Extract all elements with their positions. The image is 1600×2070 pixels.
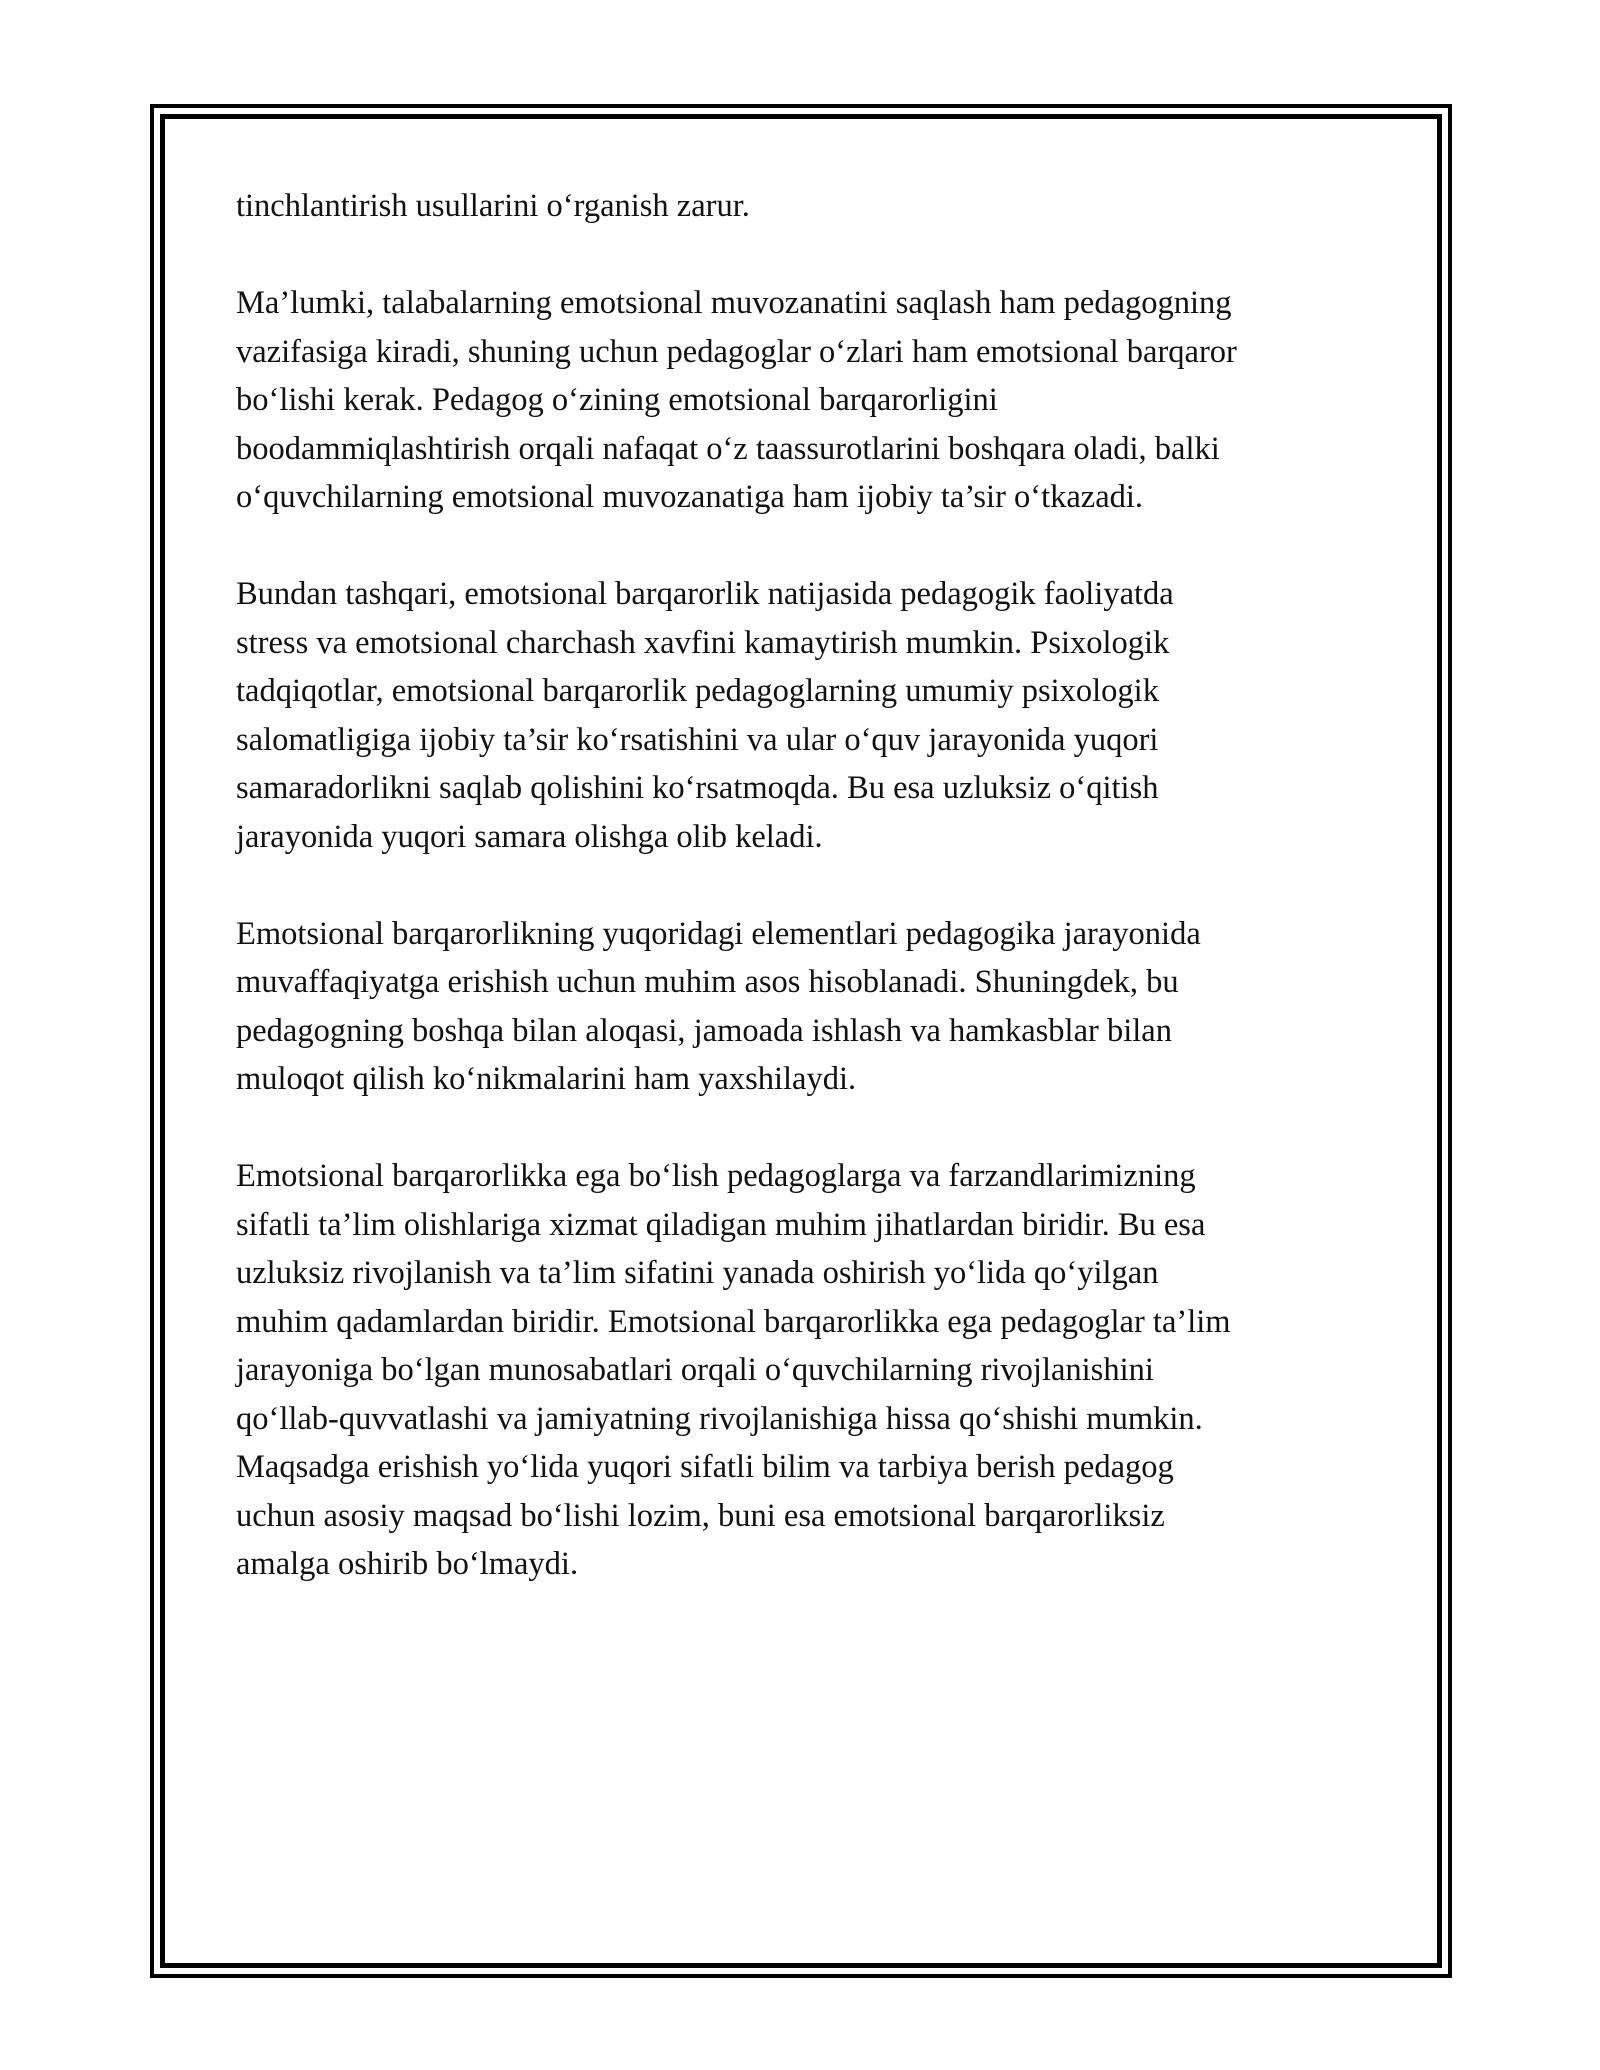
document-body bbox=[236, 182, 1386, 1637]
paragraph-3: Bundan tashqari, emotsional barqarorlik natijasida pedagogik faoliyatda stress va emotsional charchash xavfini kamaytirish mumkin. Psixologik tadqiqotlar, emotsional barqarorlik pedagoglarning umumiy psixologik salomatligiga ijobiy ta’sir ko‘rsatishini va ular o‘quv jarayonida yuqori samaradorlikni saqlab qolishini ko‘rsatmoqda. Bu esa uzluksiz o‘qitish jarayonida yuqori samara olishga olib keladi. bbox=[236, 576, 1174, 855]
paragraph-4: Emotsional barqarorlikning yuqoridagi elementlari pedagogika jarayonida muvaffaqiyatga erishish uchun muhim asos hisoblanadi. Shuningdek, bu pedagogning boshqa bilan aloqasi, jamoada ishlash va hamkasblar bilan muloqot qilish ko‘nikmalarini ham yaxshilaydi. bbox=[236, 915, 1201, 1097]
paragraph-1: tinchlantirish usullarini o‘rganish zarur. bbox=[236, 188, 750, 224]
paragraph-5: Emotsional barqarorlikka ega bo‘lish pedagoglarga va farzandlarimizning sifatli ta’lim olishlariga xizmat qiladigan muhim jihatlardan biridir. Bu esa uzluksiz rivojlanish va ta’lim sifatini yanada oshirish yo‘lida qo‘yilgan muhim qadamlardan biridir. Emotsional barqarorlikka ega pedagoglar ta’lim jarayoniga bo‘lgan munosabatlari orqali o‘quvchilarning rivojlanishini qo‘llab-quvvatlashi va jamiyatning rivojlanishiga hissa qo‘shishi mumkin. Maqsadga erishish yo‘lida yuqori sifatli bilim va tarbiya berish pedagog uchun asosiy maqsad bo‘lishi lozim, buni esa emotsional barqarorliksiz amalga oshirib bo‘lmaydi. bbox=[236, 1158, 1231, 1582]
paragraph-2: Ma’lumki, talabalarning emotsional muvozanatini saqlash ham pedagogning vazifasiga kiradi, shuning uchun pedagoglar o‘zlari ham emotsional barqaror bo‘lishi kerak. Pedagog o‘zining emotsional barqarorligini boodammiqlashtirish orqali nafaqat o‘z taassurotlarini boshqara oladi, balki o‘quvchilarning emotsional muvozanatiga ham ijobiy ta’sir o‘tkazadi. bbox=[236, 285, 1237, 515]
